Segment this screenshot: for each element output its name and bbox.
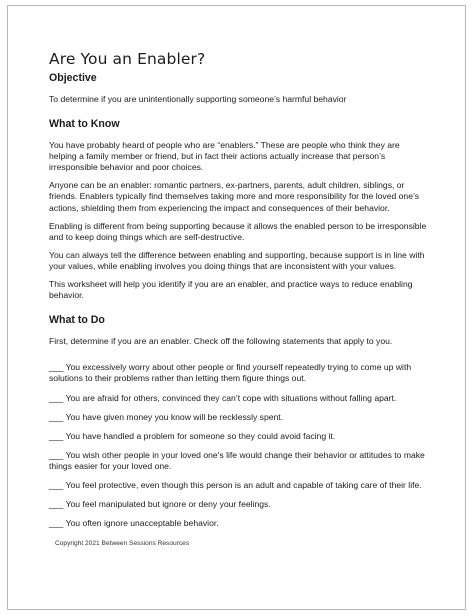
page-title: Are You an Enabler? — [49, 50, 206, 68]
checklist-item-text: You excessively worry about other people or find yourself repeatedly trying to come up with solutions to their problems rather than letting them figure things out. — [49, 362, 412, 384]
checkbox-blank[interactable]: ___ — [49, 479, 64, 490]
checklist — [49, 362, 429, 529]
checkbox-blank[interactable]: ___ — [49, 411, 64, 422]
checklist-item-text: You are afraid for others, convinced they can’t cope with situations without falling apart. — [63, 392, 397, 403]
checkbox-blank[interactable]: ___ — [49, 449, 64, 460]
what-to-know-paragraph-5: This worksheet will help you identify if you are an enabler, and practice ways to reduce enabling behavior. — [49, 279, 413, 301]
what-to-know-paragraph-3: Enabling is different from being supporting because it allows the enabled person to be irresponsible and to keep doing things which are self-destructive. — [49, 220, 427, 242]
checkbox-blank[interactable]: ___ — [49, 392, 64, 403]
checklist-item-text: You feel manipulated but ignore or deny your feelings. — [63, 499, 271, 510]
worksheet-page — [7, 5, 466, 610]
what-to-know-paragraph-1: You have probably heard of people who are “enablers.” These are people who think they are helping a family member or friend, but in fact their actions actually increase that person’s irresponsible behavior and poor choices. — [49, 140, 400, 173]
worksheet-content — [49, 50, 429, 548]
checklist-item-text: You have given money you know will be recklessly spent. — [63, 411, 284, 422]
checklist-item-5 — [49, 450, 429, 472]
checklist-item-2 — [49, 393, 429, 404]
what-to-know-paragraph-2: Anyone can be an enabler: romantic partners, ex-partners, parents, adult children, siblings, or friends. Enablers typically find themselves taking more and more responsibility for the loved one’s actions, shielding them from experiencing the impact and consequences of their behavior. — [49, 180, 420, 213]
objective-text: To determine if you are unintentionally supporting someone’s harmful behavior — [49, 94, 347, 104]
checklist-item-1 — [49, 362, 429, 384]
objective-heading: Objective — [49, 72, 97, 84]
checkbox-blank[interactable]: ___ — [49, 430, 64, 441]
checkbox-blank[interactable]: ___ — [49, 362, 64, 373]
checklist-item-6 — [49, 480, 429, 491]
checklist-item-text: You often ignore unacceptable behavior. — [63, 518, 219, 529]
checklist-item-text: You have handled a problem for someone so they could avoid facing it. — [63, 430, 336, 441]
checklist-item-text: You wish other people in your loved one’s life would change their behavior or attitudes to make things easier for your loved one. — [49, 449, 425, 471]
copyright-notice: Copyright 2021 Between Sessions Resources — [55, 540, 190, 548]
checklist-item-7 — [49, 499, 429, 510]
what-to-know-heading: What to Know — [49, 118, 120, 131]
checkbox-blank[interactable]: ___ — [49, 499, 64, 510]
checklist-item-4 — [49, 431, 429, 442]
checklist-item-8 — [49, 518, 429, 529]
what-to-know-paragraph-4: You can always tell the difference between enabling and supporting, because support is in line with your values, while enabling involves you doing things that are inconsistent with your values. — [49, 249, 425, 271]
what-to-do-heading: What to Do — [49, 314, 105, 327]
what-to-do-intro: First, determine if you are an enabler. Check off the following statements that apply to you. — [49, 336, 393, 347]
checklist-item-3 — [49, 412, 429, 423]
checkbox-blank[interactable]: ___ — [49, 518, 64, 529]
checklist-item-text: You feel protective, even though this person is an adult and capable of taking care of their life. — [63, 479, 422, 490]
